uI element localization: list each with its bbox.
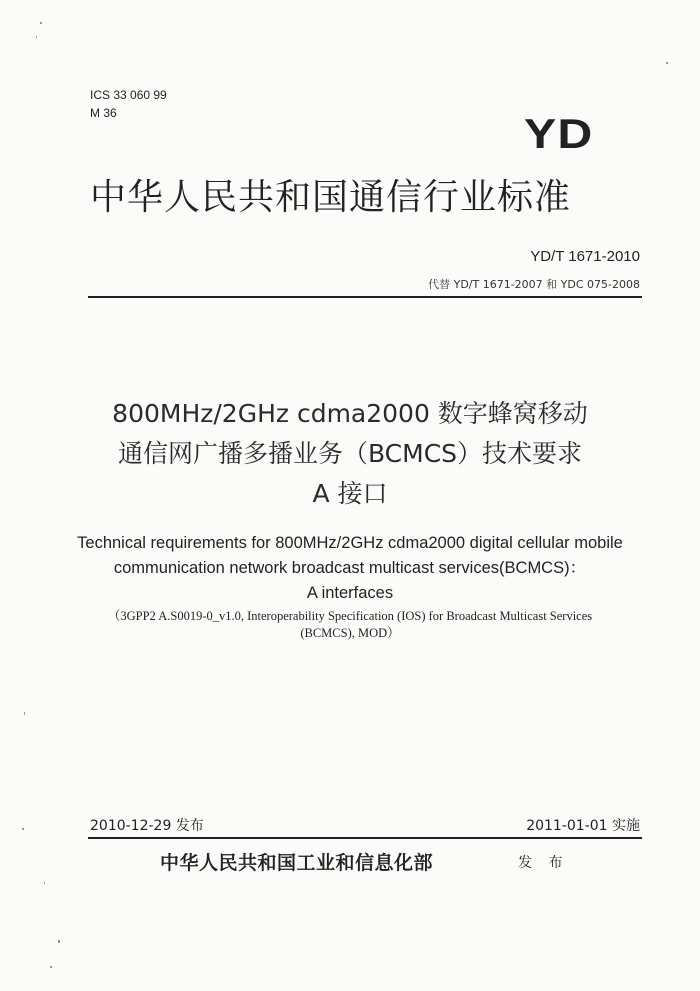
scan-speck <box>24 712 25 715</box>
logo-lettering: YD <box>524 110 594 157</box>
english-title-line-3: A interfaces <box>306 584 394 602</box>
classification-codes <box>90 86 167 122</box>
english-subtitle <box>20 608 680 642</box>
implementation-date: 2011-01-01 实施 <box>526 818 640 834</box>
standard-number: YD/T 1671-2010 <box>530 248 640 265</box>
scan-speck <box>22 828 24 830</box>
ics-code: ICS 33 060 99 <box>90 88 167 102</box>
chinese-title-line-2: 通信网广播多播业务（BCMCS）技术要求 <box>117 439 583 468</box>
chinese-title-line-3: A 接口 <box>312 479 388 508</box>
issue-date: 2010-12-29 发布 <box>90 818 204 834</box>
english-title-line-2: communication network broadcast multicast services(BCMCS)： <box>113 559 587 577</box>
scan-speck <box>58 940 60 943</box>
scan-speck <box>666 62 668 64</box>
bottom-divider <box>88 837 642 839</box>
english-subtitle-line-1: （3GPP2 A.S0019-0_v1.0, Interoperability Specification (IOS) for Broadcast Multicast Services <box>107 609 593 623</box>
chinese-title <box>40 394 660 514</box>
scan-speck <box>40 22 42 24</box>
ccs-code: M 36 <box>90 106 117 120</box>
standard-category-title: 中华人民共和国通信行业标准 <box>90 177 572 218</box>
scan-speck <box>44 882 45 884</box>
yd-logo <box>524 110 604 157</box>
english-title <box>20 531 680 606</box>
english-subtitle-line-2: (BCMCS), MOD） <box>300 626 400 640</box>
scan-speck <box>50 966 52 968</box>
publisher-name: 中华人民共和国工业和信息化部 <box>160 852 434 874</box>
scan-speck <box>36 36 37 38</box>
chinese-title-line-1: 800MHz/2GHz cdma2000 数字蜂窝移动 <box>112 399 588 428</box>
replaces-note: 代替 YD/T 1671-2007 和 YDC 075-2008 <box>428 278 640 291</box>
top-divider <box>88 296 642 298</box>
publish-label: 发 布 <box>518 855 569 871</box>
english-title-line-1: Technical requirements for 800MHz/2GHz cdma2000 digital cellular mobile <box>77 534 623 552</box>
